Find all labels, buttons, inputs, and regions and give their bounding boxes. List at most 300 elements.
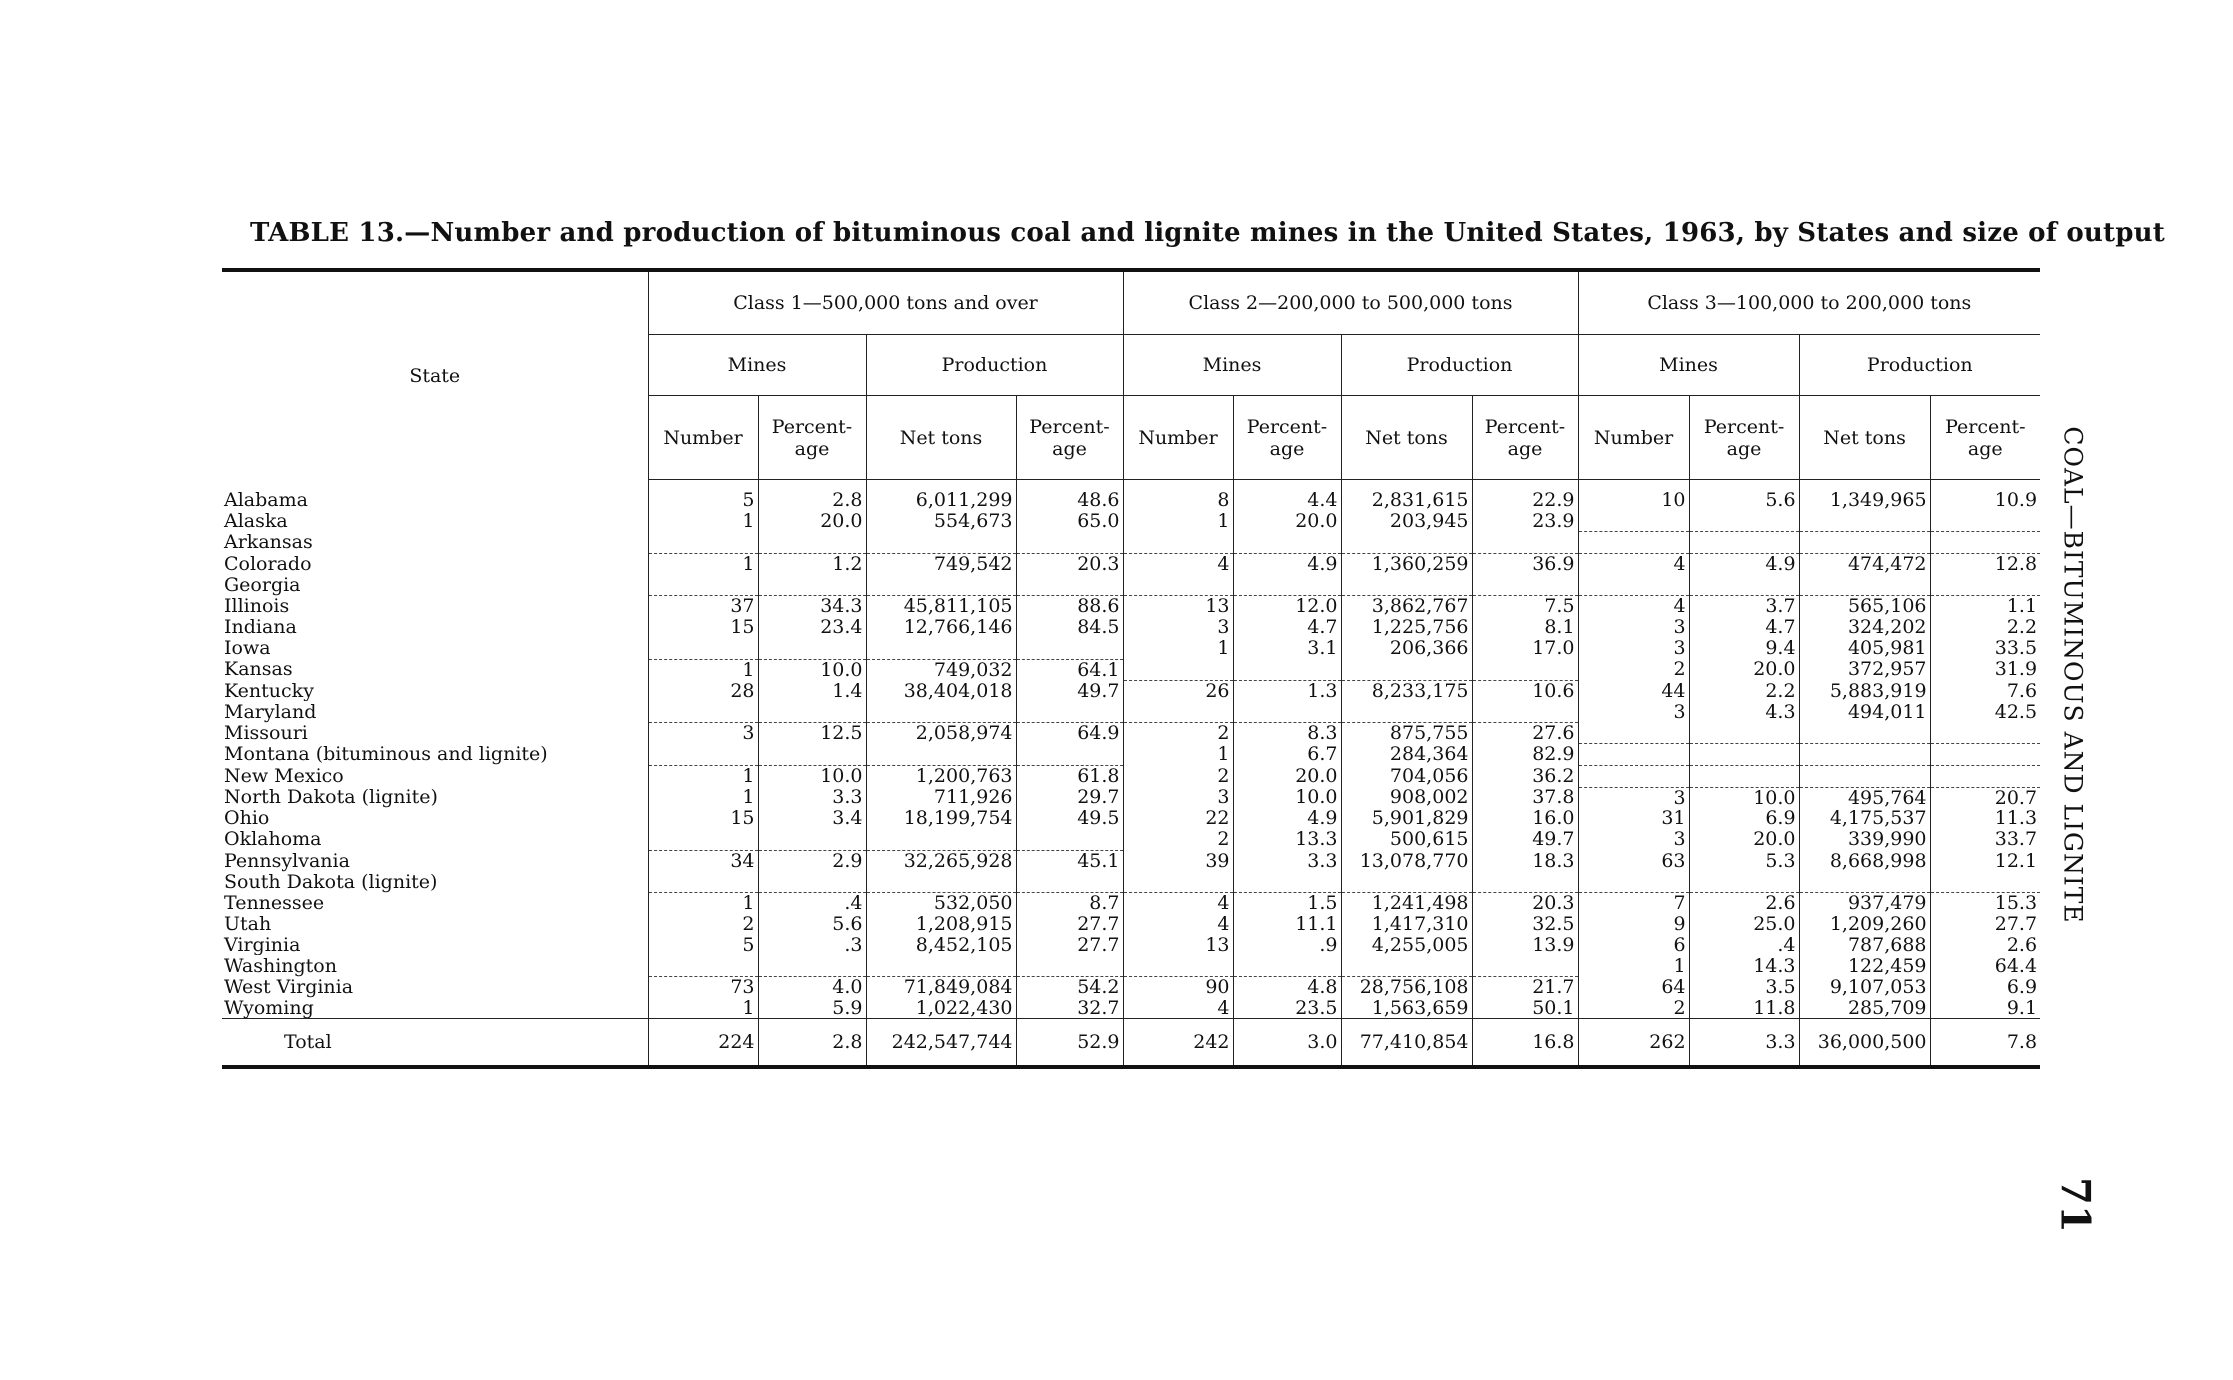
table-row: [222, 977, 2040, 998]
total-row: [222, 1019, 2040, 1068]
c1-percentage: 20.0: [758, 511, 866, 532]
c1-net-tons: [866, 638, 1016, 659]
c1-percentage: 8.7: [1016, 893, 1123, 914]
c2-percentage: [1233, 872, 1341, 893]
state-name: Virginia: [222, 935, 648, 956]
c2-percentage: 22.9: [1472, 480, 1578, 511]
c2-number: 90: [1123, 977, 1233, 998]
c1-number: [648, 701, 758, 722]
c3-number: 7: [1578, 893, 1689, 914]
c2-net-tons: 284,364: [1341, 744, 1472, 766]
c2-percentage: [1233, 955, 1341, 976]
c2-net-tons: [1341, 872, 1472, 893]
c3-net-tons: [1799, 872, 1930, 893]
state-name: West Virginia: [222, 977, 648, 998]
total-label: Total: [222, 1019, 648, 1068]
c3-net-tons: 1,349,965: [1799, 480, 1930, 511]
c1-net-tons: [866, 829, 1016, 850]
c1-percentage: 54.2: [1016, 977, 1123, 998]
c3-percentage: [1930, 872, 2040, 893]
table-row: [222, 511, 2040, 532]
c1-net-tons: 12,766,146: [866, 617, 1016, 638]
c2-percentage: 3.1: [1233, 638, 1341, 659]
c2-net-tons: 203,945: [1341, 511, 1472, 532]
c3-net-tons: [1799, 766, 1930, 788]
c3-percentage: [1689, 723, 1799, 744]
state-name: New Mexico: [222, 766, 648, 788]
page-number: [2050, 1175, 2100, 1235]
c2-percentage: 8.1: [1472, 617, 1578, 638]
c1-percentage: 20.3: [1016, 554, 1123, 575]
c2-net-tons: 3,862,767: [1341, 596, 1472, 617]
c1-percentage: [758, 829, 866, 850]
c3-number: 4: [1578, 554, 1689, 575]
c2-percentage: 20.0: [1233, 511, 1341, 532]
table-row: [222, 850, 2040, 871]
c3-percentage: .4: [1689, 935, 1799, 956]
c3-net-tons: 339,990: [1799, 829, 1930, 850]
c1-percentage: 49.7: [1016, 680, 1123, 701]
c3-percentage: [1689, 532, 1799, 554]
c2-percentage: 50.1: [1472, 998, 1578, 1019]
c2-number: 3: [1123, 787, 1233, 808]
table-row: [222, 480, 2040, 511]
c2-net-tons: [1341, 659, 1472, 680]
c1-net-tons: 32,265,928: [866, 850, 1016, 871]
header-mines: Mines: [648, 335, 866, 396]
c1-number: 15: [648, 808, 758, 829]
c2-number: [1123, 701, 1233, 722]
c2-number: 1: [1123, 638, 1233, 659]
c3-percentage: 4.9: [1689, 554, 1799, 575]
c1-net-tons: 2,058,974: [866, 723, 1016, 744]
c3-net-tons: 372,957: [1799, 659, 1930, 680]
c1-number: 1: [648, 511, 758, 532]
header-number: Number: [648, 396, 758, 480]
c3-net-tons: [1799, 532, 1930, 554]
c1-number: 1: [648, 787, 758, 808]
c2-percentage: [1233, 575, 1341, 596]
table-row: [222, 955, 2040, 976]
c3-percentage: 33.7: [1994, 829, 2038, 851]
c2-net-tons: [1341, 575, 1472, 596]
header-percentage: Percent-age: [1689, 396, 1799, 480]
header-state: State: [222, 270, 648, 480]
c1-percentage: 61.8: [1016, 766, 1123, 788]
c3-percentage: 42.5: [1994, 701, 2038, 723]
c3-percentage: 1.1: [2006, 595, 2038, 618]
table-row: [222, 787, 2040, 808]
c2-number: 2: [1123, 723, 1233, 744]
c1-number: 1: [648, 766, 758, 788]
state-name: Pennsylvania: [222, 850, 648, 871]
c2-percentage: [1472, 659, 1578, 680]
c1-percentage: [758, 955, 866, 976]
total-c3-number: 262: [1578, 1019, 1689, 1068]
c2-percentage: [1472, 872, 1578, 893]
c2-number: 4: [1123, 893, 1233, 914]
c3-percentage: 27.7: [1994, 913, 2038, 935]
c1-percentage: [758, 575, 866, 596]
c3-percentage: 6.9: [2006, 976, 2038, 998]
c1-percentage: 3.4: [758, 808, 866, 829]
state-name: Wyoming: [222, 998, 648, 1019]
c3-net-tons: 4,175,537: [1799, 808, 1930, 829]
total-c2-net-tons: 77,410,854: [1341, 1019, 1472, 1068]
c2-net-tons: 908,002: [1341, 787, 1472, 808]
c3-number: 6: [1578, 935, 1689, 956]
c3-percentage: 2.6: [2006, 934, 2038, 956]
c1-percentage: .3: [758, 935, 866, 956]
c2-percentage: [1233, 659, 1341, 680]
c1-number: 37: [648, 596, 758, 617]
c2-percentage: 49.7: [1472, 829, 1578, 850]
c1-number: 1: [648, 659, 758, 680]
c1-percentage: 12.5: [758, 723, 866, 744]
header-net-tons: Net tons: [866, 396, 1016, 480]
c2-percentage: 23.5: [1233, 998, 1341, 1019]
c2-percentage: 1.3: [1233, 680, 1341, 701]
c2-percentage: 13.3: [1233, 829, 1341, 850]
c2-number: 2: [1123, 766, 1233, 788]
c2-number: [1123, 955, 1233, 976]
total-c1-percentage: 52.9: [1016, 1019, 1123, 1068]
c2-number: [1123, 575, 1233, 596]
c1-net-tons: [866, 955, 1016, 976]
c2-percentage: [1233, 701, 1341, 722]
c2-net-tons: 2,831,615: [1341, 480, 1472, 511]
table-row: [222, 680, 2040, 701]
state-name: Indiana: [222, 617, 648, 638]
c2-net-tons: [1341, 701, 1472, 722]
c3-net-tons: 937,479: [1799, 893, 1930, 914]
c1-percentage: [1016, 701, 1123, 722]
c1-number: [648, 829, 758, 850]
c3-percentage: 6.9: [1689, 808, 1799, 829]
c1-percentage: [758, 744, 866, 766]
table-row: [222, 659, 2040, 680]
c1-number: 28: [648, 680, 758, 701]
c1-net-tons: 1,022,430: [866, 998, 1016, 1019]
c3-net-tons: [1799, 723, 1930, 744]
c1-net-tons: 749,542: [866, 554, 1016, 575]
c2-percentage: 27.6: [1472, 723, 1578, 744]
c1-percentage: 64.1: [1016, 659, 1123, 680]
table-row: [222, 554, 2040, 575]
c3-percentage: 5.6: [1689, 480, 1799, 511]
c3-net-tons: 285,709: [1799, 998, 1930, 1019]
c1-net-tons: [866, 701, 1016, 722]
c3-percentage: [1689, 872, 1799, 893]
state-name: Tennessee: [222, 893, 648, 914]
total-c2-number: 242: [1123, 1019, 1233, 1068]
c1-percentage: 27.7: [1016, 935, 1123, 956]
table-row: [222, 829, 2040, 850]
c3-percentage: 3.7: [1689, 596, 1799, 617]
c3-net-tons: 5,883,919: [1799, 680, 1930, 701]
c2-number: [1123, 872, 1233, 893]
table-row: [222, 596, 2040, 617]
c2-percentage: 37.8: [1472, 787, 1578, 808]
c1-percentage: 2.9: [758, 850, 866, 871]
c2-percentage: .9: [1233, 935, 1341, 956]
c1-number: 3: [648, 723, 758, 744]
c3-net-tons: 474,472: [1799, 554, 1930, 575]
c3-percentage: [1930, 532, 2040, 554]
c1-percentage: 1.2: [758, 554, 866, 575]
c3-number: 3: [1578, 617, 1689, 638]
c3-percentage: [1930, 766, 2040, 788]
c3-number: [1578, 872, 1689, 893]
c1-number: 73: [648, 977, 758, 998]
c1-percentage: 10.0: [758, 766, 866, 788]
table-row: [222, 935, 2040, 956]
c3-percentage: 11.8: [1689, 998, 1799, 1019]
c3-percentage: 9.1: [2006, 997, 2038, 1019]
c3-percentage: 5.3: [1689, 850, 1799, 871]
c2-number: 8: [1123, 480, 1233, 511]
c3-number: 64: [1578, 977, 1689, 998]
c1-number: 5: [648, 480, 758, 511]
c3-percentage: [1689, 511, 1799, 532]
state-name: Colorado: [222, 554, 648, 575]
table-row: [222, 701, 2040, 722]
state-name: Utah: [222, 914, 648, 935]
total-c1-percentage: 2.8: [758, 1019, 866, 1068]
header-percentage: Percent-age: [1016, 396, 1123, 480]
c2-number: 4: [1123, 998, 1233, 1019]
c2-number: [1123, 532, 1233, 554]
c3-percentage: 20.0: [1689, 659, 1799, 680]
c3-percentage: [1689, 744, 1799, 766]
header-net-tons: Net tons: [1341, 396, 1472, 480]
c2-number: 1: [1123, 744, 1233, 766]
c3-percentage: 33.5: [1994, 637, 2038, 660]
c3-percentage: 4.7: [1689, 617, 1799, 638]
header-number: Number: [1578, 396, 1689, 480]
table-row: [222, 744, 2040, 766]
total-c1-number: 224: [648, 1019, 758, 1068]
c2-net-tons: 8,233,175: [1341, 680, 1472, 701]
c1-percentage: 5.6: [758, 914, 866, 935]
c1-net-tons: [866, 575, 1016, 596]
total-c3-net-tons: 36,000,500: [1799, 1019, 1930, 1068]
c3-number: 4: [1578, 596, 1689, 617]
header-mines: Mines: [1123, 335, 1341, 396]
c2-percentage: 11.1: [1233, 914, 1341, 935]
c3-number: 2: [1578, 659, 1689, 680]
state-name: Kansas: [222, 659, 648, 680]
state-name: Alabama: [222, 480, 648, 511]
c2-net-tons: 500,615: [1341, 829, 1472, 850]
coal-mines-table: [222, 268, 2040, 1069]
c3-percentage: [1930, 575, 2040, 596]
state-name: Washington: [222, 955, 648, 976]
table-body: [222, 480, 2040, 1068]
state-name: Ohio: [222, 808, 648, 829]
c2-net-tons: 1,225,756: [1341, 617, 1472, 638]
c3-percentage: 2.2: [2006, 617, 2038, 638]
c2-percentage: 13.9: [1472, 935, 1578, 956]
c3-number: [1578, 723, 1689, 744]
c1-percentage: 65.0: [1016, 511, 1123, 532]
c3-net-tons: 495,764: [1799, 787, 1930, 808]
c1-net-tons: 554,673: [866, 511, 1016, 532]
c3-net-tons: [1799, 744, 1930, 766]
c1-percentage: 49.5: [1016, 808, 1123, 829]
table-title: TABLE 13.—Number and production of bituminous coal and lignite mines in the United States, 1963, by States and size of output: [250, 218, 2165, 248]
c1-net-tons: 749,032: [866, 659, 1016, 680]
c2-percentage: 4.9: [1233, 808, 1341, 829]
c3-percentage: 25.0: [1689, 914, 1799, 935]
state-name: North Dakota (lignite): [222, 787, 648, 808]
c2-number: 13: [1123, 596, 1233, 617]
c1-net-tons: 1,208,915: [866, 914, 1016, 935]
c1-percentage: 10.0: [758, 659, 866, 680]
c3-percentage: [1689, 575, 1799, 596]
c1-number: 1: [648, 554, 758, 575]
c2-percentage: 23.9: [1472, 511, 1578, 532]
c3-number: [1578, 766, 1689, 788]
c3-net-tons: 9,107,053: [1799, 977, 1930, 998]
c3-percentage: [1689, 766, 1799, 788]
c3-number: 3: [1578, 701, 1689, 722]
c2-number: 4: [1123, 554, 1233, 575]
c2-percentage: 36.2: [1472, 766, 1578, 788]
c1-number: 1: [648, 893, 758, 914]
c2-percentage: 12.0: [1233, 596, 1341, 617]
c2-percentage: 36.9: [1472, 554, 1578, 575]
c1-percentage: 32.7: [1016, 998, 1123, 1019]
c2-percentage: [1472, 701, 1578, 722]
c2-number: 3: [1123, 617, 1233, 638]
c1-percentage: 3.3: [758, 787, 866, 808]
table-row: [222, 893, 2040, 914]
c2-percentage: [1472, 955, 1578, 976]
c1-percentage: [1016, 532, 1123, 554]
c1-percentage: 34.3: [758, 596, 866, 617]
c1-percentage: 84.5: [1016, 617, 1123, 638]
state-name: Iowa: [222, 638, 648, 659]
c1-number: 2: [648, 914, 758, 935]
c3-percentage: [1930, 723, 2040, 744]
total-c1-net-tons: 242,547,744: [866, 1019, 1016, 1068]
c2-net-tons: 5,901,829: [1341, 808, 1472, 829]
header-percentage: Percent-age: [1233, 396, 1341, 480]
c1-percentage: [1016, 638, 1123, 659]
running-head-text: COAL—BITUMINOUS AND LIGNITE: [2058, 426, 2088, 924]
c3-number: 44: [1578, 680, 1689, 701]
state-name: Illinois: [222, 596, 648, 617]
header-mines: Mines: [1578, 335, 1799, 396]
c1-net-tons: 532,050: [866, 893, 1016, 914]
c3-number: [1578, 532, 1689, 554]
c2-percentage: 1.5: [1233, 893, 1341, 914]
header-class-2: Class 2—200,000 to 500,000 tons: [1123, 270, 1578, 335]
header-class-1: Class 1—500,000 tons and over: [648, 270, 1123, 335]
c3-percentage: 64.4: [1994, 955, 2038, 977]
c1-net-tons: 38,404,018: [866, 680, 1016, 701]
c2-percentage: 82.9: [1472, 744, 1578, 766]
c3-percentage: [1930, 511, 2040, 532]
c3-percentage: 10.0: [1689, 787, 1799, 808]
total-c2-percentage: 3.0: [1233, 1019, 1341, 1068]
c2-percentage: 6.7: [1233, 744, 1341, 766]
c2-net-tons: 1,417,310: [1341, 914, 1472, 935]
c1-percentage: [758, 532, 866, 554]
table-row: [222, 914, 2040, 935]
c1-number: 5: [648, 935, 758, 956]
c2-net-tons: 1,563,659: [1341, 998, 1472, 1019]
header-production: Production: [1341, 335, 1578, 396]
c1-number: [648, 532, 758, 554]
table-row: [222, 808, 2040, 829]
c1-number: [648, 638, 758, 659]
c2-percentage: 21.7: [1472, 977, 1578, 998]
c2-percentage: 7.5: [1472, 596, 1578, 617]
c3-percentage: 20.7: [1994, 787, 2038, 809]
c3-percentage: 11.3: [1994, 808, 2038, 830]
state-name: Maryland: [222, 701, 648, 722]
c1-percentage: 23.4: [758, 617, 866, 638]
c1-percentage: 88.6: [1016, 596, 1123, 617]
c2-number: 22: [1123, 808, 1233, 829]
c1-net-tons: 71,849,084: [866, 977, 1016, 998]
header-net-tons: Net tons: [1799, 396, 1930, 480]
c2-number: 39: [1123, 850, 1233, 871]
c1-number: [648, 955, 758, 976]
c3-number: 31: [1578, 808, 1689, 829]
c1-percentage: [1016, 829, 1123, 850]
c3-net-tons: 122,459: [1799, 955, 1930, 976]
c2-number: [1123, 659, 1233, 680]
c3-number: [1578, 511, 1689, 532]
c1-percentage: [1016, 744, 1123, 766]
c1-percentage: 4.0: [758, 977, 866, 998]
c1-number: [648, 575, 758, 596]
c2-percentage: 17.0: [1472, 638, 1578, 659]
c3-net-tons: 494,011: [1799, 701, 1930, 722]
c2-percentage: 10.6: [1472, 680, 1578, 701]
page-number-text: 71: [2051, 1177, 2099, 1233]
c2-percentage: 20.0: [1233, 766, 1341, 788]
table-row: [222, 532, 2040, 554]
c1-number: 15: [648, 617, 758, 638]
c1-percentage: 5.9: [758, 998, 866, 1019]
c3-net-tons: 565,106: [1799, 596, 1930, 617]
c3-net-tons: 8,668,998: [1799, 850, 1930, 871]
state-name: Georgia: [222, 575, 648, 596]
c1-percentage: [758, 701, 866, 722]
c2-percentage: [1472, 575, 1578, 596]
c2-percentage: 32.5: [1472, 914, 1578, 935]
c2-percentage: 4.8: [1233, 977, 1341, 998]
c2-net-tons: 875,755: [1341, 723, 1472, 744]
c1-percentage: 64.9: [1016, 723, 1123, 744]
c2-percentage: 18.3: [1472, 850, 1578, 871]
c1-net-tons: [866, 872, 1016, 893]
table-row: [222, 998, 2040, 1019]
c1-net-tons: 18,199,754: [866, 808, 1016, 829]
c3-percentage: 3.5: [1689, 977, 1799, 998]
table-row: [222, 872, 2040, 893]
c3-percentage: 20.0: [1689, 829, 1799, 850]
state-name: Oklahoma: [222, 829, 648, 850]
c2-net-tons: 1,360,259: [1341, 554, 1472, 575]
c3-number: 3: [1578, 829, 1689, 850]
state-name: Alaska: [222, 511, 648, 532]
c1-percentage: 2.8: [758, 480, 866, 511]
